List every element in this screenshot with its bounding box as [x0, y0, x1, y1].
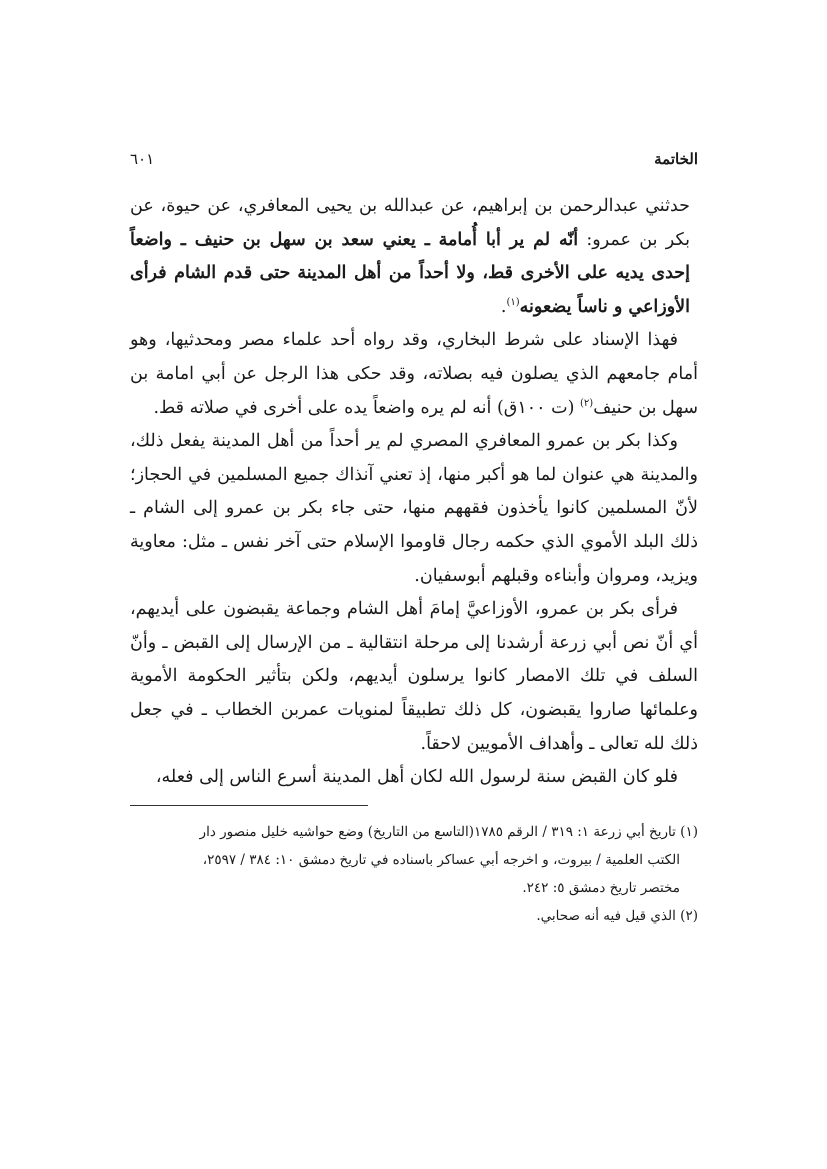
footnote-ref-2: (٢)	[580, 397, 594, 409]
footnotes	[130, 818, 698, 930]
quote-emphasis-1: أنّه لم ير أبا أُمامة ـ يعني سعد بن سهل بن	[242, 229, 579, 250]
paragraph-3: فرأى بكر بن عمرو، الأوزاعيَّ إمامَ أهل الشام وجماعة يقبضون على أيديهم، أي أنّ نص أبي زرعة أرشدنا إلى مرحلة انتقالية ـ من الإرسال إلى القبض ـ وأنّ السلف في تلك الامصار كانوا يرسلون أيديهم، ولكن بتأثير الحكومة الأموية وعلمائها صاروا يقبضون، كل ذلك تطبيقاً لمنويات عمربن الخطاب ـ في جعل ذلك لله تعالى ـ وأهداف الأمويين لاحقاً.	[130, 599, 698, 754]
quote-line-2: حيوة، عن بكر بن عمرو:	[130, 196, 690, 250]
paragraph-1-text-a: فهذا الإسناد على شرط البخاري، وقد رواه أحد علماء مصر ومحدثيها، وهو أمام جامعهم الذي يصلون فيه بصلاته، وقد حكى هذا الرجل عن أبي امامة بن سهل بن حنيف	[130, 330, 698, 418]
footnote-1-line-2: الكتب العلمية / بيروت، و اخرجه أبي عساكر باسناده في تاريخ دمشق ١٠: ٣٨٤ / ٢٥٩٧،	[202, 851, 680, 868]
quote-emphasis-2: حنيف ـ واضعاً إحدى يديه على الأخرى قط، ولا أحداً من أهل المدينة	[130, 229, 690, 284]
paragraph-1	[130, 324, 698, 425]
footnote-separator-wrap	[130, 795, 698, 818]
main-text	[130, 190, 698, 795]
page-number: ٦٠١	[130, 150, 155, 168]
quoted-narration	[130, 190, 698, 324]
footnote-ref-1: (١)	[506, 296, 520, 308]
quote-emphasis-3: حتى قدم الشام فرأى الأوزاعي و ناساً يضعونه	[130, 263, 690, 317]
paragraph-1-text-b: (ت ١٠٠ق) أنه لم يره واضعاً يده على أخرى في صلاته قط.	[153, 397, 581, 418]
paragraph-2: وكذا بكر بن عمرو المعافري المصري لم ير أحداً من أهل المدينة يفعل ذلك، والمدينة هي عنوان لما هو أكبر منها، إذ تعني آنذاك جميع المسلمين في الحجاز؛ لأنّ المسلمين كانوا يأخذون فقههم منها، حتى جاء بكر بن عمرو إلى الشام ـ ذلك البلد الأموي الذي حكمه رجال قاوموا الإسلام حتى آخر نفس ـ مثل: معاوية ويزيد، ومروان وأبناءه وقبلهم أبوسفيان.	[130, 431, 698, 586]
footnote-1-line-1: (١) تاريخ أبي زرعة ١: ٣١٩ / الرقم ١٧٨٥(التاسع من التاريخ) وضع حواشيه خليل منصور دار	[199, 823, 698, 840]
book-page	[130, 150, 698, 930]
paragraph-4: فلو كان القبض سنة لرسول الله لكان أهل المدينة أسرع الناس إلى فعله،	[155, 767, 678, 788]
footnote-1-line-3: مختصر تاريخ دمشق ٥: ٢٤٢.	[522, 879, 680, 896]
quote-end: .	[500, 296, 507, 317]
footnote-separator	[130, 805, 368, 806]
quote-line-1: حدثني عبدالرحمن بن إبراهيم، عن عبدالله بن يحيى المعافري، عن	[207, 196, 690, 216]
running-header	[130, 150, 698, 190]
chapter-title: الخاتمة	[654, 150, 698, 168]
footnote-2: (٢) الذي قيل فيه أنه صحابي.	[536, 907, 698, 924]
